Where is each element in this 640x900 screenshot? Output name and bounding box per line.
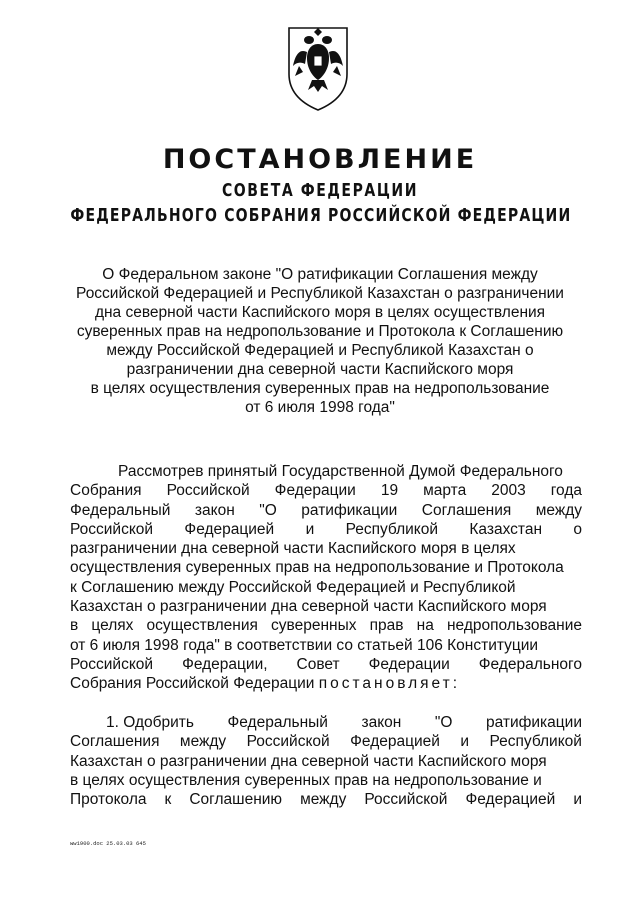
word: ратификации [301, 501, 398, 519]
coat-of-arms-emblem [281, 14, 355, 114]
word: Федерации [368, 655, 450, 673]
word: Российской [166, 482, 250, 500]
text-span: в целях осуществления суверенных прав на недропользование и [70, 771, 542, 789]
word: "О [434, 714, 453, 731]
subject-line: между Российской Федерацией и Республикой Казахстан о [106, 342, 534, 359]
issuer-line-2: ФЕДЕРАЛЬНОГО СОБРАНИЯ РОССИЙСКОЙ ФЕДЕРАЦИИ [70, 205, 572, 226]
word: ратификации [485, 714, 582, 731]
word: года [550, 482, 582, 500]
word: прав [369, 617, 404, 635]
word: Республикой [345, 520, 439, 538]
word: Протокола [70, 791, 147, 809]
word: 1. Одобрить [106, 714, 194, 731]
word: между [179, 733, 227, 751]
word: и [305, 520, 315, 538]
word: Республикой [489, 733, 582, 751]
word: осуществления [146, 617, 258, 635]
word: закон [361, 714, 402, 731]
text-line [70, 674, 582, 693]
clause-1-paragraph [70, 713, 582, 809]
text-span: к Соглашению между Российской Федерацией и Республикой [70, 578, 516, 596]
word: Федеральный [70, 501, 171, 519]
subject-line: Российской Федерацией и Республикой Казахстан о разграничении [76, 285, 564, 302]
word: Федерации [274, 482, 356, 500]
text-line [70, 501, 582, 520]
word: и [573, 791, 582, 809]
word: целях [91, 617, 134, 635]
word: недропользование [447, 617, 582, 635]
text-line [70, 520, 582, 539]
word: между [300, 791, 347, 809]
text-line [70, 771, 582, 790]
text-line [70, 790, 582, 809]
word: 2003 [491, 482, 526, 500]
resolution-verb: постановляет: [318, 675, 461, 693]
text-line [70, 462, 582, 481]
subject-block [40, 265, 600, 417]
word: 19 [380, 482, 399, 500]
text-line [70, 558, 582, 577]
document-footer-ref: ww1900.doc 25.03.03 645 [70, 840, 146, 847]
word: Российской [70, 655, 154, 673]
word: Российской [70, 520, 154, 538]
preamble-paragraph [70, 462, 582, 694]
text-span: Казахстан о разграничении дна северной части Каспийского моря [70, 752, 547, 770]
text-line [70, 636, 582, 655]
text-span: Казахстан о разграничении дна северной части Каспийского моря [70, 598, 547, 616]
word: закон [194, 501, 235, 519]
word: "О [259, 501, 277, 519]
word: Казахстан [469, 520, 543, 538]
word: к [164, 791, 172, 809]
word: о [573, 520, 582, 538]
text-line [70, 616, 582, 635]
subject-line: суверенных прав на недропользование и Протокола к Соглашению [76, 323, 564, 340]
word: на [416, 617, 434, 635]
text-line [70, 655, 582, 674]
word: Соглашению [189, 791, 283, 809]
word: суверенных [271, 617, 357, 635]
text-line [70, 732, 582, 751]
word: Соглашения [70, 733, 160, 751]
word: в [70, 617, 79, 635]
word: Федерацией [184, 520, 275, 538]
text-span: от 6 июля 1998 года" в соответствии со статьей 106 Конституции [70, 636, 539, 654]
text-line [70, 481, 582, 500]
subject-line: в целях осуществления суверенных прав на недропользование [90, 380, 550, 397]
word: Федерацией [350, 733, 440, 751]
word: Российской [364, 791, 448, 809]
word: марта [423, 482, 467, 500]
subject-line: от 6 июля 1998 года" [245, 399, 395, 416]
subject-line: разграничении дна северной части Каспийского моря [126, 361, 514, 378]
text-span: Собрания Российской Федерации [70, 675, 315, 693]
text-line [70, 578, 582, 597]
word: Федеральный [227, 714, 328, 731]
text-span: осуществления суверенных прав на недропользование и Протокола [70, 559, 564, 577]
word: Российской [246, 733, 330, 751]
issuer-line-1: СОВЕТА ФЕДЕРАЦИИ [221, 180, 419, 201]
text-span: Рассмотрев принятый Государственной Думой Федерального [118, 463, 563, 480]
word: Федерацией [465, 791, 556, 809]
text-span: разграничении дна северной части Каспийского моря в целях [70, 540, 516, 558]
document-title: ПОСТАНОВЛЕНИЕ [162, 144, 478, 175]
subject-line: дна северной части Каспийского моря в целях осуществления [94, 304, 546, 321]
text-line [70, 539, 582, 558]
word: Соглашения [421, 501, 512, 519]
word: Собрания [70, 482, 142, 500]
text-line [70, 713, 582, 732]
text-line [70, 752, 582, 771]
word: Федерального [478, 655, 582, 673]
word: Федерации, [182, 655, 268, 673]
word: между [535, 501, 582, 519]
word: и [460, 733, 470, 751]
word: Совет [296, 655, 340, 673]
text-line [70, 597, 582, 616]
subject-line: О Федеральном законе "О ратификации Соглашения между [102, 266, 538, 283]
